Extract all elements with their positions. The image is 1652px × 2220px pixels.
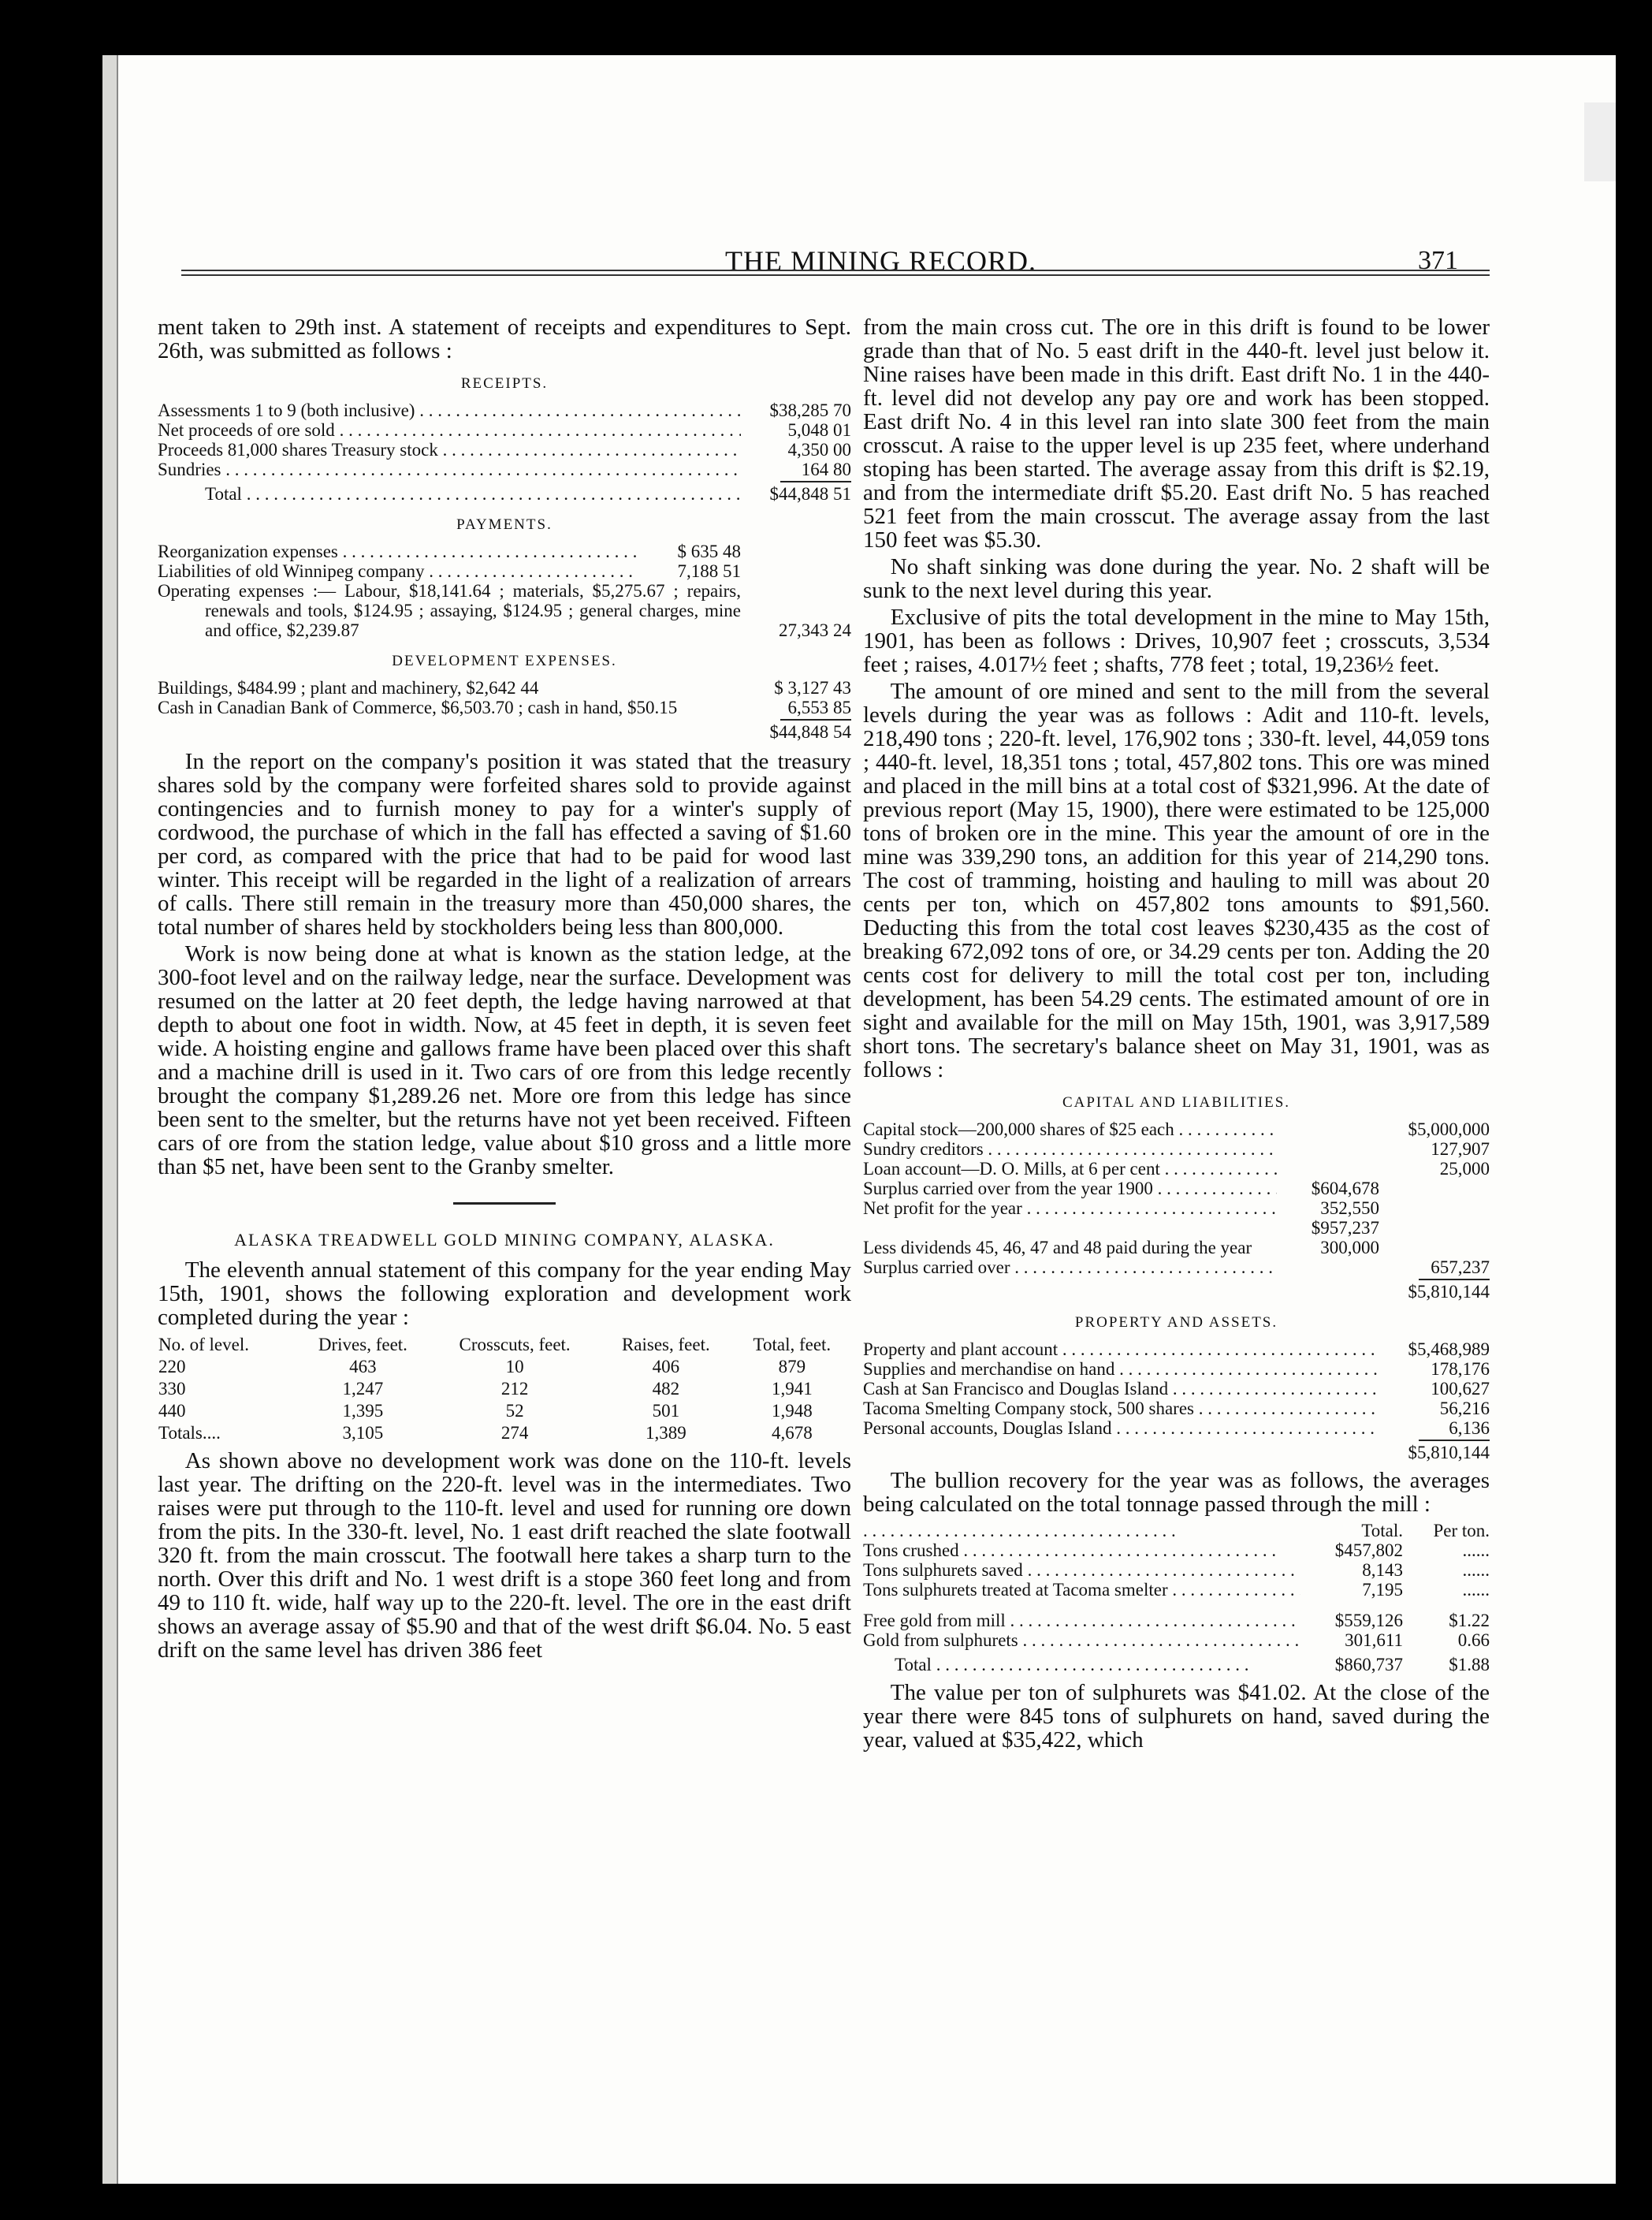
capital-total-row: $5,810,144 <box>1408 1282 1490 1302</box>
running-header <box>181 180 1458 277</box>
property-heading: PROPERTY AND ASSETS. <box>1074 1314 1278 1331</box>
payment-row: Liabilities of old Winnipeg company . . . 7,188 51 <box>158 561 851 581</box>
capital-row: Loan account—D. O. Mills, at 6 per cent . . . 25,000 <box>863 1159 1490 1179</box>
dividends-row: Less dividends 45, 46, 47 and 48 paid during the year 300,000 <box>863 1238 1379 1257</box>
paragraph: The eleventh annual statement of this company for the year ending May 15th, 1901, shows the following exploration and development work completed during the year : <box>158 1257 851 1330</box>
company-heading: ALASKA TREADWELL GOLD MINING COMPANY, ALASKA. <box>234 1230 775 1250</box>
paragraph: The bullion recovery for the year was as follows, the averages being calculated on the total tonnage passed through the mill : <box>863 1468 1490 1517</box>
journal-title: THE MINING RECORD. <box>725 245 1036 277</box>
operating-expenses-row: Operating expenses :— Labour, $18,141.64 ; materials, $5,275.67 ; repairs, renewals and tools, $124.95 ; assaying, $124.95 ; general charges, mine and office, $2,239.87 27,343 24 <box>158 581 851 640</box>
table-row: 330 1,247 212 482 1,941 <box>158 1379 813 1399</box>
page-number: 371 <box>1418 246 1458 275</box>
property-row: Personal accounts, Douglas Island . . . 6,136 <box>863 1418 1490 1438</box>
table-row: 220 463 10 406 879 <box>158 1357 806 1376</box>
table-header: Raises, feet. <box>621 1335 710 1354</box>
bullion-row: Gold from sulphurets . . . 301,611 0.66 <box>863 1630 1490 1650</box>
bullion-row: Tons sulphurets saved . . . 8,143 ...... <box>863 1560 1490 1580</box>
bullion-row: Free gold from mill . . . $559,126 $1.22 <box>863 1611 1490 1630</box>
capital-row: Surplus carried over from the year 1900 . . . $604,678 <box>863 1179 1490 1198</box>
paragraph: from the main cross cut. The ore in this drift is found to be lower grade than that of No. 5 east drift in the 440-ft. level just below it. Nine raises have been made in this drift. East drift No. 1 in the 440-ft. level did not develop any pay ore and work has been stopped. East drift No. 4 in this level ran into slate 300 feet from the main crosscut. A raise to the upper level is up 235 feet, where underhand stoping has been started. The average assay from this drift is $2.19, and from the intermediate drift $5.20. East drift No. 5 has reached 521 feet from the main crosscut. The average assay from the last 150 feet was $5.30. <box>863 315 1490 553</box>
capital-row: Capital stock—200,000 shares of $25 each . . . $5,000,000 <box>863 1119 1490 1139</box>
table-totals-row: Totals.... 3,105 274 1,389 4,678 <box>158 1423 813 1443</box>
receipt-row: Sundries . . . 164 80 <box>158 460 851 479</box>
payment-row: Reorganization expenses . . . $ 635 48 <box>158 542 851 561</box>
page-edge <box>1584 102 1616 181</box>
header-rules <box>181 270 1490 279</box>
receipt-row: Proceeds 81,000 shares Treasury stock . . . 4,350 00 <box>158 440 851 460</box>
table-header: Crosscuts, feet. <box>459 1335 571 1354</box>
table-header: Total, feet. <box>753 1335 832 1354</box>
capital-row: Net profit for the year . . . 352,550 <box>863 1198 1490 1218</box>
capital-subtotal-row: $957,237 <box>1311 1218 1379 1238</box>
paragraph: As shown above no development work was done on the 110-ft. levels last year. The drifting on the 220-ft. level was in the intermediates. Two raises were put through to the 110-ft. level and used for running ore down from the pits. In the 330-ft. level, No. 1 east drift reached the slate footwall 320 ft. from the main crosscut. The footwall here takes a sharp turn to the north. Over this drift and No. 1 west drift is a stope 360 feet long and from 49 to 110 ft. wide, half way up to the 220-ft. level. The ore in the east drift shows an average assay of $5.90 and that of the west drift $6.04. No. 5 east drift on the same level has driven 386 feet <box>158 1448 851 1663</box>
surplus-row: Surplus carried over . . . 657,237 <box>863 1257 1490 1277</box>
table-header: No. of level. <box>158 1335 249 1354</box>
table-header: Drives, feet. <box>318 1335 407 1354</box>
receipts-heading: RECEIPTS. <box>460 375 549 392</box>
paragraph: Exclusive of pits the total development in the mine to May 15th, 1901, has been as follows : Drives, 10,907 feet ; crosscuts, 3,534 feet ; raises, 4.017½ feet ; shafts, 778 feet ; total, 19,236½ feet. <box>863 605 1490 677</box>
property-row: Cash at San Francisco and Douglas Island . . . 100,627 <box>863 1379 1490 1399</box>
bullion-total-row: Total . . . $860,737 $1.88 <box>863 1655 1490 1674</box>
right-column <box>863 315 1490 1755</box>
receipts-total-row: Total . . . $44,848 51 <box>158 484 851 504</box>
paragraph: The value per ton of sulphurets was $41.02. At the close of the year there were 845 tons of sulphurets on hand, saved during the year, valued at $35,422, which <box>863 1680 1490 1753</box>
paragraph: In the report on the company's position it was stated that the treasury shares sold by the company were forfeited shares sold to provide against contingencies and to furnish money to pay for a winter's supply of cordwood, the purchase of which in the fall has effected a saving of $1.60 per cord, as compared with the price that had to be paid for wood last winter. This receipt will be regarded in the light of a realization of arrears of calls. There still remain in the treasury more than 450,000 shares, the total number of shares held by stockholders being less than 800,000. <box>158 749 851 940</box>
receipt-row: Assessments 1 to 9 (both inclusive) . . . $38,285 70 <box>158 400 851 420</box>
property-row: Property and plant account . . . $5,468,989 <box>863 1339 1490 1359</box>
left-column <box>158 315 851 1665</box>
property-row: Tacoma Smelting Company stock, 500 shares . . . 56,216 <box>863 1399 1490 1418</box>
bullion-row: Tons sulphurets treated at Tacoma smelter . . . 7,195 ...... <box>863 1580 1490 1600</box>
bullion-row: Tons crushed . . . $457,802 ...... <box>863 1540 1490 1560</box>
capital-heading: CAPITAL AND LIABILITIES. <box>1062 1094 1291 1111</box>
paragraph: The amount of ore mined and sent to the mill from the several levels during the year was as follows : Adit and 110-ft. levels, 218,490 tons ; 220-ft. level, 176,902 tons ; 330-ft. level, 44,059 tons ; 440-ft. level, 18,351 tons ; total, 457,802 tons. This ore was mined and placed in the mill bins at a total cost of $321,996. At the date of previous report (May 15, 1900), there were estimated to be 125,000 tons of broken ore in the mine. This year the amount of ore in the mine was 339,290 tons, an addition for this year of 214,290 tons. The cost of tramming, hoisting and hauling to mill was about 20 cents per ton, which on 457,802 tons amounts to $91,560. Deducting this from the total cost leaves $230,435 as the cost of breaking 672,092 tons of ore, or 34.29 cents per ton. Adding the 20 cents cost for delivery to mill the total cost per ton, including development, has been 54.29 cents. The estimated amount of ore in sight and available for the mill on May 15th, 1901, was 3,917,589 short tons. The secretary's balance sheet on May 31, 1901, was as follows : <box>863 679 1490 1082</box>
property-total-row: $5,810,144 <box>1408 1443 1490 1462</box>
payments-heading: PAYMENTS. <box>456 516 553 533</box>
table-row: 440 1,395 52 501 1,948 <box>158 1401 813 1421</box>
buildings-row: Buildings, $484.99 ; plant and machinery, $2,642 44 $ 3,127 43 <box>158 678 851 698</box>
page-binding <box>102 55 118 2184</box>
receipt-row: Net proceeds of ore sold . . . 5,048 01 <box>158 420 851 440</box>
cash-row: Cash in Canadian Bank of Commerce, $6,503.70 ; cash in hand, $50.15 6,553 85 <box>158 698 851 717</box>
bullion-header-row: . . . Total. Per ton. <box>863 1521 1490 1540</box>
capital-row: Sundry creditors . . . 127,907 <box>863 1139 1490 1159</box>
intro-paragraph: ment taken to 29th inst. A statement of receipts and expenditures to Sept. 26th, was submitted as follows : <box>158 315 851 363</box>
development-table <box>158 1334 851 1444</box>
development-expenses-heading: DEVELOPMENT EXPENSES. <box>392 653 617 669</box>
section-divider <box>453 1202 556 1205</box>
paragraph: No shaft sinking was done during the year. No. 2 shaft will be sunk to the next level during this year. <box>863 554 1490 603</box>
property-row: Supplies and merchandise on hand . . . 178,176 <box>863 1359 1490 1379</box>
paragraph: Work is now being done at what is known as the station ledge, at the 300-foot level and on the railway ledge, near the surface. Development was resumed on the latter at 20 feet depth, the ledge having narrowed at that depth to about one foot in width. Now, at 45 feet in depth, it is seven feet wide. A hoisting engine and gallows frame have been placed over this shaft and a machine drill is used in it. Two cars of ore from this ledge recently brought the company $1,289.26 net. More ore from this ledge has since been sent to the smelter, but the returns have not yet been received. Fifteen cars of ore from the station ledge, value about $10 gross and a little more than $5 net, have been sent to the Granby smelter. <box>158 941 851 1179</box>
grand-total-row: $44,848 54 <box>769 722 851 742</box>
